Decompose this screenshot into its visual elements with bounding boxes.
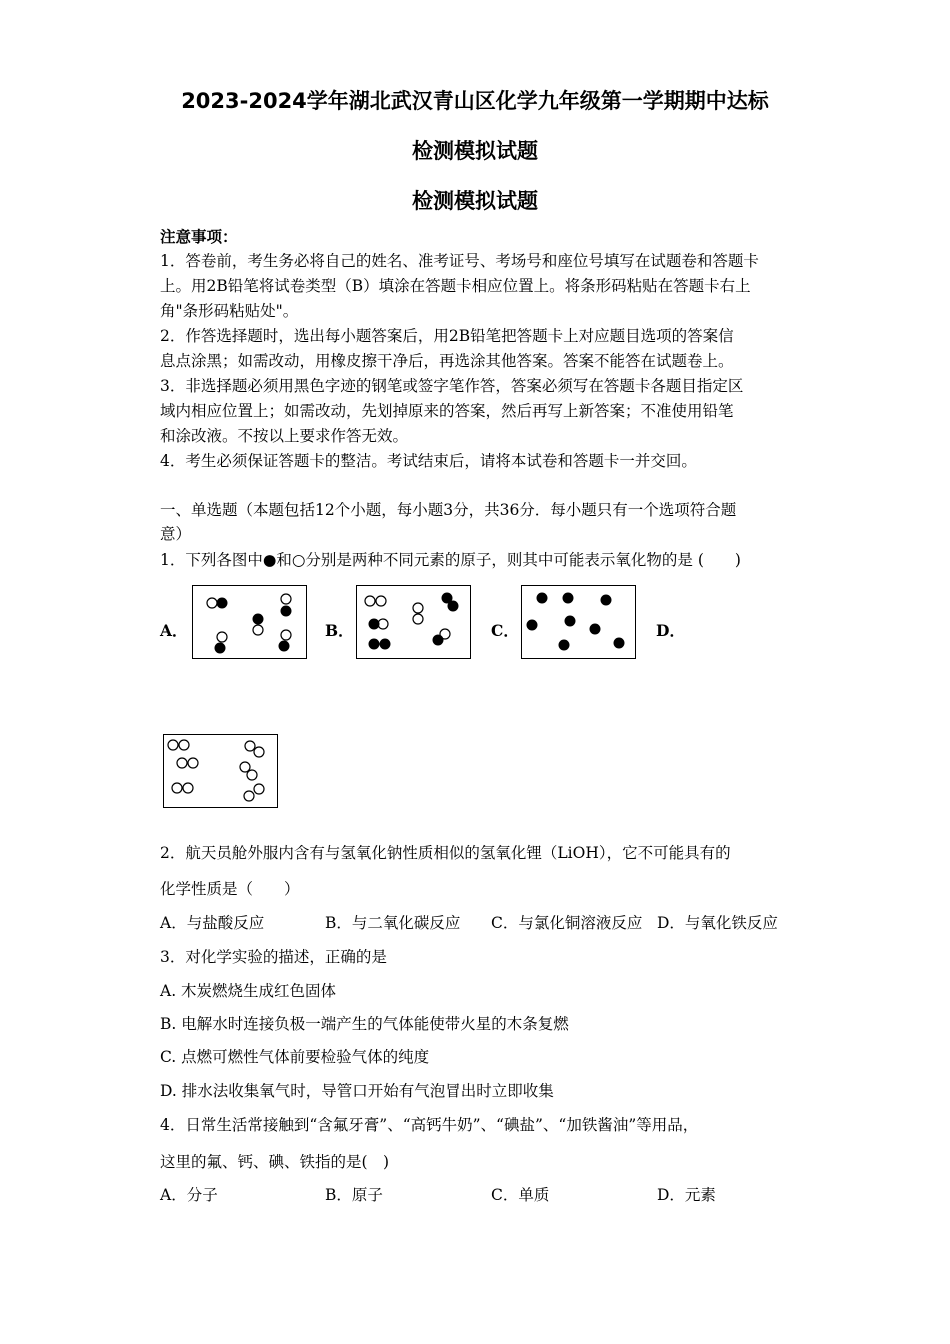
q1-diagram-d bbox=[163, 734, 278, 808]
notice-line: 息点涂黑；如需改动，用橡皮擦干净后，再选涂其他答案。答案不能答在试题卷上。 bbox=[160, 352, 734, 370]
notice-line: 2．作答选择题时，选出每小题答案后，用2B铅笔把答题卡上对应题目选项的答案信 bbox=[160, 327, 734, 345]
q2-option-b: B．与二氧化碳反应 bbox=[325, 914, 461, 932]
question-2-stem-cont: 化学性质是（ ） bbox=[160, 880, 300, 898]
q4-options bbox=[160, 1184, 800, 1206]
q3-option-d: D. 排水法收集氧气时，导管口开始有气泡冒出时立即收集 bbox=[160, 1082, 554, 1100]
q1-diagram-a bbox=[192, 585, 307, 659]
q4-option-b: B．原子 bbox=[325, 1186, 383, 1204]
notice-heading: 注意事项： bbox=[160, 227, 238, 246]
q4-option-d: D．元素 bbox=[657, 1186, 716, 1204]
question-3-stem: 3．对化学实验的描述，正确的是 bbox=[160, 948, 387, 966]
exam-title: 2023-2024学年湖北武汉青山区化学九年级第一学期期中达标 bbox=[181, 89, 769, 113]
q3-option-a: A. 木炭燃烧生成红色固体 bbox=[160, 982, 337, 1000]
exam-subtitle: 检测模拟试题 bbox=[412, 139, 538, 163]
q2-option-d: D．与氧化铁反应 bbox=[657, 914, 778, 932]
question-4-stem: 4．日常生活常接触到“含氟牙膏”、“高钙牛奶”、“碘盐”、“加铁酱油”等用品， bbox=[160, 1116, 699, 1134]
q4-option-a: A．分子 bbox=[160, 1186, 218, 1204]
question-4-stem-cont: 这里的氟、钙、碘、铁指的是( ) bbox=[160, 1153, 390, 1171]
q1-option-a-label: A． bbox=[160, 621, 188, 640]
notice-line: 和涂改液。不按以上要求作答无效。 bbox=[160, 427, 409, 445]
question-2-stem: 2．航天员舱外服内含有与氢氧化钠性质相似的氢氧化锂（LiOH），它不可能具有的 bbox=[160, 844, 731, 862]
q2-options bbox=[160, 912, 800, 934]
notice-line: 4．考生必须保证答题卡的整洁。考试结束后，请将本试卷和答题卡一并交回。 bbox=[160, 452, 697, 470]
q4-option-c: C．单质 bbox=[491, 1186, 550, 1204]
exam-subtitle-repeat: 检测模拟试题 bbox=[412, 189, 538, 213]
q3-option-c: C. 点燃可燃性气体前要检验气体的纯度 bbox=[160, 1048, 430, 1066]
q3-option-b: B. 电解水时连接负极一端产生的气体能使带火星的木条复燃 bbox=[160, 1015, 569, 1033]
q1-diagram-c bbox=[521, 585, 636, 659]
q1-option-c-label: C． bbox=[491, 621, 519, 640]
notice-line: 3．非选择题必须用黑色字迹的钢笔或签字笔作答，答案必须写在答题卡各题目指定区 bbox=[160, 377, 744, 395]
q1-option-b-label: B． bbox=[325, 621, 354, 640]
section-heading: 一、单选题（本题包括12个小题，每小题3分，共36分．每小题只有一个选项符合题 bbox=[160, 501, 737, 519]
q2-option-c: C．与氯化铜溶液反应 bbox=[491, 914, 643, 932]
notice-line: 1．答卷前，考生务必将自己的姓名、准考证号、考场号和座位号填写在试题卷和答题卡 bbox=[160, 252, 759, 270]
q2-option-a: A．与盐酸反应 bbox=[160, 914, 265, 932]
notice-line: 角"条形码粘贴处"。 bbox=[160, 302, 299, 320]
section-heading-cont: 意） bbox=[160, 525, 192, 543]
notice-line: 上。用2B铅笔将试卷类型（B）填涂在答题卡相应位置上。将条形码粘贴在答题卡右上 bbox=[160, 277, 751, 295]
question-1-stem: 1．下列各图中●和○分别是两种不同元素的原子，则其中可能表示氧化物的是 ( ) bbox=[160, 551, 741, 569]
q1-option-d-label: D． bbox=[656, 621, 685, 640]
q1-diagram-b bbox=[356, 585, 471, 659]
notice-line: 域内相应位置上；如需改动，先划掉原来的答案，然后再写上新答案；不准使用铅笔 bbox=[160, 402, 734, 420]
